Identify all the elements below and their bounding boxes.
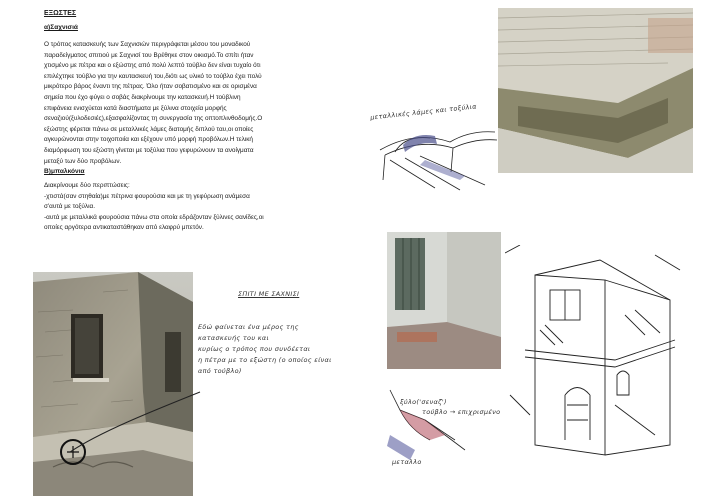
section-a-line: διαμόρφωση του εξώστη γίνεται με τοξύλια που γεφυρώνουν τα ανοίγματα	[44, 146, 254, 154]
note-line: από τούβλο)	[198, 367, 242, 375]
photo-balcony-corner	[387, 232, 501, 369]
section-a-line: αγκυρώνονται στην τοιχοποιία και εξέχουν υπό μορφή προβόλων.Η τελική	[44, 136, 253, 144]
section-a-title: α)Σαχνισιά	[44, 24, 78, 31]
section-a-line: σεναζιού(ξυλοδεσιές),εξασφαλίζοντας τη συνεργασία της οπτοπλινθοδομής.Ο	[44, 115, 263, 123]
section-b-body	[44, 181, 344, 234]
section-b-line: -χτιστά(σαν στηθαία)με πέτρινα φουρούσια και με τη γεφύρωση ανάμεσα	[44, 192, 250, 200]
sketch-balcony-detail	[385, 380, 505, 470]
section-b-line: σ'αυτά με τοξύλια.	[44, 203, 95, 211]
note-line: η πέτρα με το εξώστη (ο οποίος είναι	[198, 356, 332, 364]
sketch-house-perspective	[505, 245, 685, 470]
label-house-with-sachnisi: ΣΠΙΤΙ ΜΕ ΣΑΧΝΙΣΙ	[238, 290, 300, 298]
section-a-line: εξώστης φέρεται πάνω σε μεταλλικές λάμες διατομής διπλού ταυ,οι οποίες	[44, 125, 254, 133]
section-a-line: επιφάνεια ενισχύεται κατά διαστήματα με ξύλινα στοιχεία μορφής	[44, 104, 227, 112]
section-a-line: χτισμένο με πέτρα και ο εξώστης από πολύ λεπτό τούβλο δεν είναι τυχαίο ότι	[44, 62, 261, 70]
section-b-line: οποίες αργότερα αντικαταστάθηκαν από ελαφρύ μπετόν.	[44, 224, 204, 232]
sketch2-label-wood: ξύλο('σεναζ')	[400, 398, 447, 406]
note-line: κυρίως ο τρόπος που συνδέεται	[198, 345, 311, 353]
sketch1-caption: μεταλλικές λάμες και τοξύλια	[369, 102, 478, 122]
section-b-title: Β)μπαλκόνια	[44, 168, 85, 175]
note-line: κατασκευής του και	[198, 334, 269, 342]
note-line: Εδώ φαίνεται ένα μέρος της	[198, 323, 299, 331]
section-a-line: επιλέχτηκε τούβλο για την καυτασκευή του,διότι ως υλικό το τούβλο έχει πολύ	[44, 72, 262, 80]
section-a-line: Ο τρόπος κατασκευής των Σαχνισιών περιγράφεται μέσου του μοναδικού	[44, 41, 251, 48]
section-a-body	[44, 40, 344, 167]
page-heading: ΕΞΩΣΤΕΣ	[44, 10, 77, 17]
annotation-arrow	[60, 372, 210, 462]
section-a-line: μικρότερο βάρος έναντι της πέτρας. Όλο ήταν σοβατισμένο και σε ορισμένα	[44, 83, 257, 91]
sketch2-label-brick: τούβλο → επιχρισμένο	[422, 408, 501, 416]
note-house-construction	[198, 322, 332, 377]
section-a-line: σημεία που έχο φύγει ο σοβάς διακρίνουμε την κατασκευή.Η τούβλινη	[44, 93, 241, 101]
section-a-line: παραδείγματος σπιτιού με Σαχνισί του Βρέθηκε στον οικισμό.Το σπίτι ήταν	[44, 51, 254, 59]
section-a-line: μεταξύ των δύο προβόλων.	[44, 157, 122, 165]
sketch-metal-beams-arches	[375, 120, 505, 195]
sketch2-label-metal: μεταλλο	[392, 458, 422, 466]
section-b-line: Διακρίνουμε δύο περιπτώσεις:	[44, 182, 130, 189]
section-b-line: -αυτά με μεταλλικά φουρούσια πάνω στα οποία εδράζονταν ξύλινες σανίδες,οι	[44, 213, 264, 221]
photo-brick-vault	[498, 8, 693, 173]
